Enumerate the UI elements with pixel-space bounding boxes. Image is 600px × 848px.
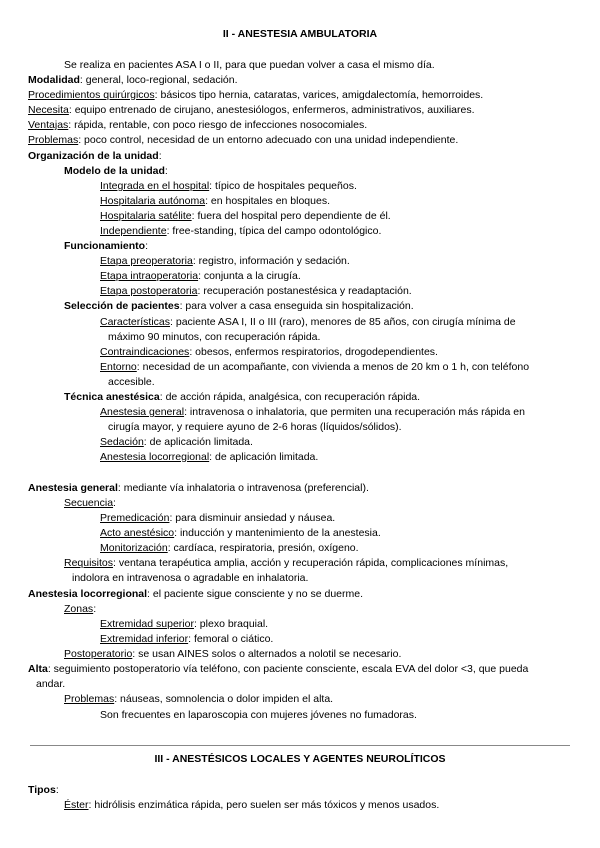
sedacion-text: : de aplicación limitada. [143,436,253,448]
preop-line [100,255,350,268]
inferior-label: Extremidad inferior [100,633,189,645]
problemas-text: : poco control, necesidad de un entorno adecuado con una unidad independiente. [78,134,459,146]
requisitos-text: : ventana terapéutica amplia, acción y recuperación rápida, complicaciones mínimas, [113,557,509,569]
problemas-alta-label: Problemas [64,693,115,705]
ester-line [64,799,439,812]
tecnica-label: Técnica anestésica [64,391,160,403]
tipos-label: Tipos [28,784,56,796]
modelo-heading [64,165,168,178]
entorno-cont: accesible. [108,376,155,388]
modalidad-label: Modalidad [28,74,80,86]
tecnica-locorregional-line [100,451,318,464]
organizacion-heading [28,150,162,163]
acto-label: Acto anestésico [100,527,175,539]
problemas-label: Problemas [28,134,79,146]
organizacion-colon: : [158,150,162,162]
modalidad-line [28,74,238,87]
alta-text: : seguimiento postoperatorio vía teléfono, con paciente consciente, escala EVA del dolor <3, que pueda [47,663,529,675]
alta-cont: andar. [36,678,66,690]
ester-text: : hidrólisis enzimática rápida, pero suelen ser más tóxicos y menos usados. [88,799,440,811]
ester-label: Éster [64,799,89,811]
inferior-line [100,633,273,646]
satelite-label: Hospitalaria satélite [100,210,192,222]
acto-line [100,527,381,540]
contraindicaciones-label: Contraindicaciones [100,346,190,358]
premedicacion-line [100,512,335,525]
modalidad-text: : general, loco-regional, sedación. [79,74,238,86]
tecnica-locorregional-text: : de aplicación limitada. [209,451,319,463]
modelo-label: Modelo de la unidad [64,165,165,177]
funcionamiento-colon: : [145,240,149,252]
procedimientos-label: Procedimientos quirúrgicos [28,89,155,101]
necesita-text: : equipo entrenado de cirujano, anestesiólogos, enfermeros, administrativos, auxiliares. [68,104,475,116]
section-title-ambulatoria: II - ANESTESIA AMBULATORIA [222,28,378,40]
seleccion-label: Selección de pacientes [64,300,180,312]
necesita-label: Necesita [28,104,69,116]
postoperatorio-text: : se usan AINES solos o alternados a nolotil se necesario. [132,648,402,660]
superior-line [100,618,268,631]
autonoma-line [100,195,330,208]
inferior-text: : femoral o ciático. [188,633,274,645]
autonoma-text: : en hospitales en bloques. [205,195,330,207]
monitorizacion-line [100,542,359,555]
entorno-text: : necesidad de un acompañante, con vivienda a menos de 20 km o 1 h, con teléfono [136,361,530,373]
postop-text: : recuperación postanestésica y readaptación. [197,285,412,297]
entorno-label: Entorno [100,361,137,373]
satelite-line [100,210,391,223]
funcionamiento-label: Funcionamiento [64,240,146,252]
caracteristicas-cont: máximo 90 minutos, con recuperación rápida. [108,331,321,343]
zonas-label: Zonas [64,603,94,615]
integrada-text: : típico de hospitales pequeños. [209,180,357,192]
superior-text: : plexo braquial. [193,618,269,630]
tecnica-line [64,391,420,404]
sedacion-line [100,436,253,449]
entorno-line [100,361,529,374]
postoperatorio-line [64,648,401,661]
anestesia-general-label: Anestesia general [28,482,118,494]
preop-label: Etapa preoperatoria [100,255,193,267]
seleccion-text: : para volver a casa enseguida sin hospitalización. [179,300,414,312]
preop-text: : registro, información y sedación. [192,255,350,267]
problemas-alta-line [64,693,333,706]
necesita-line [28,104,475,117]
caracteristicas-line [100,316,516,329]
independiente-text: : free-standing, típica del campo odontológico. [166,225,382,237]
caracteristicas-text: : paciente ASA I, II o III (raro), menores de 85 años, con cirugía mínima de [170,316,516,328]
alta-line [28,663,528,676]
alta-label: Alta [28,663,48,675]
intraop-line [100,270,301,283]
superior-label: Extremidad superior [100,618,194,630]
zonas-heading [64,603,96,616]
postoperatorio-label: Postoperatorio [64,648,133,660]
secuencia-heading [64,497,116,510]
zonas-colon: : [93,603,97,615]
organizacion-label: Organización de la unidad [28,150,159,162]
caracteristicas-label: Características [100,316,171,328]
postop-line [100,285,412,298]
tecnica-general-label: Anestesia general [100,406,185,418]
requisitos-label: Requisitos [64,557,114,569]
section-title-anestesicos: III - ANESTÉSICOS LOCALES Y AGENTES NEUROLÍTICOS [154,753,446,765]
intraop-text: : conjunta a la cirugía. [198,270,301,282]
procedimientos-text: : básicos tipo hernia, cataratas, varices, amigdalectomía, hemorroides. [154,89,484,101]
satelite-text: : fuera del hospital pero dependiente de él. [191,210,391,222]
postop-label: Etapa postoperatoria [100,285,198,297]
problemas-line [28,134,458,147]
anestesia-locorregional-text: : el paciente sigue consciente y no se duerme. [147,588,364,600]
section-divider [30,745,570,746]
anestesia-locorregional-label: Anestesia locorregional [28,588,148,600]
contraindicaciones-text: : obesos, enfermos respiratorios, drogodependientes. [189,346,438,358]
contraindicaciones-line [100,346,438,359]
secuencia-label: Secuencia [64,497,114,509]
premedicacion-text: : para disminuir ansiedad y náusea. [169,512,336,524]
ventajas-label: Ventajas [28,119,69,131]
requisitos-line [64,557,508,570]
intraop-label: Etapa intraoperatoria [100,270,199,282]
monitorizacion-label: Monitorización [100,542,168,554]
requisitos-cont: indolora en intravenosa o agradable en inhalatoria. [72,572,309,584]
sedacion-label: Sedación [100,436,144,448]
funcionamiento-heading [64,240,148,253]
tipos-heading [28,784,59,797]
tipos-colon: : [55,784,59,796]
anestesia-locorregional-line [28,588,363,601]
integrada-line [100,180,357,193]
ventajas-line [28,119,367,132]
acto-text: : inducción y mantenimiento de la anestesia. [174,527,381,539]
ventajas-text: : rápida, rentable, con poco riesgo de infecciones nosocomiales. [68,119,368,131]
monitorizacion-text: : cardíaca, respiratoria, presión, oxígeno. [167,542,359,554]
intro-paragraph: Se realiza en pacientes ASA I o II, para que puedan volver a casa el mismo día. [64,59,435,71]
secuencia-colon: : [113,497,116,509]
tecnica-general-cont: cirugía mayor, y requiere ayuno de 2-6 horas (líquidos/sólidos). [108,421,402,433]
independiente-line [100,225,381,238]
tecnica-general-line [100,406,525,419]
tecnica-general-text: : intravenosa o inhalatoria, que permiten una recuperación más rápida en [184,406,525,418]
procedimientos-line [28,89,483,102]
autonoma-label: Hospitalaria autónoma [100,195,206,207]
modelo-colon: : [164,165,168,177]
independiente-label: Independiente [100,225,167,237]
tecnica-text: : de acción rápida, analgésica, con recuperación rápida. [159,391,421,403]
frecuentes-line: Son frecuentes en laparoscopia con mujeres jóvenes no fumadoras. [100,709,417,721]
tecnica-locorregional-label: Anestesia locorregional [100,451,210,463]
integrada-label: Integrada en el hospital [100,180,210,192]
anestesia-general-text: : mediante vía inhalatoria o intravenosa (preferencial). [117,482,369,494]
problemas-alta-text: : náuseas, somnolencia o dolor impiden el alta. [114,693,334,705]
anestesia-general-line [28,482,369,495]
premedicacion-label: Premedicación [100,512,170,524]
seleccion-line [64,300,414,313]
